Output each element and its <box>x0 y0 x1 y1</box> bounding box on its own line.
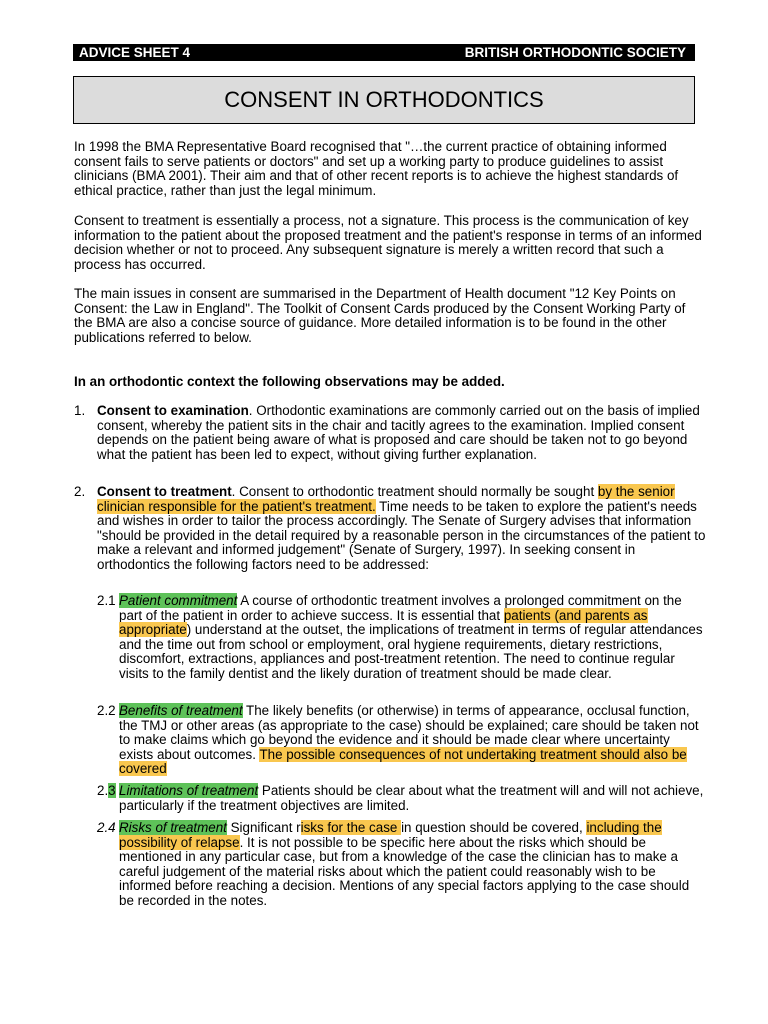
subitem-2-4-body-a: Significant r <box>226 820 301 835</box>
subitem-2-2-text <box>119 704 704 777</box>
item-1-number: 1. <box>74 403 86 418</box>
subitem-2-1-label: Patient commitment <box>119 593 238 608</box>
subitem-2-1-body-b: ) understand at the outset, the implications of treatment in terms of regular attendances and the time out from school or employment, oral hygiene requirements, dietary restrictions, discomfort, extractions, appliances and post-treatment retention. The need to continue regular visits to the family dentist and the likely duration of treatment should be made clear. <box>119 622 703 681</box>
item-2-body-b: Time needs to be taken to explore the patient's needs and wishes in order to tailor the process accordingly. The Senate of Surgery advises that information "should be provided in the detail required by a reasonable person in the circumstances of the patient to make a relevant and informed judgement" (Senate of Surgery, 1997). In seeking consent in orthodontics the following factors need to be addressed: <box>97 498 706 572</box>
item-2-number: 2. <box>74 484 86 499</box>
item-1-text <box>97 404 707 462</box>
subitem-2-4-label: Risks of treatment <box>119 820 227 835</box>
context-heading: In an orthodontic context the following observations may be added. <box>74 374 505 389</box>
subitem-2-3-number <box>97 784 119 799</box>
subitem-2-1-number: 2.1 <box>97 593 116 608</box>
subitem-2-4-body-c: . It is not possible to be specific here about the risks which should be mentioned in any particular case, but from a knowledge of the case the clinician has to make a careful judgement of the material risks about which the patient could reasonably wish to be informed before reaching a decision. Mentions of any special factors applying to the case should be recorded in the notes. <box>119 834 690 908</box>
header-right: BRITISH ORTHODONTIC SOCIETY <box>464 45 686 60</box>
subitem-2-4-highlight-2: including the possibility of relapse <box>119 820 662 850</box>
subitem-2-3-body: Patients should be clear about what the treatment will and will not achieve, particularly if the treatment objectives are limited. <box>119 783 704 813</box>
document-title: CONSENT IN ORTHODONTICS <box>73 76 695 124</box>
subitem-2-1-body-a: A course of orthodontic treatment involves a prolonged commitment on the part of the patient in order to achieve success. It is essential that <box>119 593 682 623</box>
item-1-lead: Consent to examination <box>97 403 249 418</box>
header-left: ADVICE SHEET 4 <box>79 45 191 60</box>
subitem-2-4-body-b: in question should be covered, <box>401 820 587 835</box>
item-1-body: . Orthodontic examinations are commonly carried out on the basis of implied consent, whereby the patient sits in the chair and tacitly agrees to the examination. Implied consent depends on the patient being aware of what is proposed and care should be taken not to go beyond what the patient has been led to expect, without giving further explanation. <box>97 403 700 462</box>
subitem-2-3-number-main: 2. <box>97 783 109 798</box>
subitem-2-4-text <box>119 821 704 909</box>
header-bar <box>73 44 695 61</box>
subitem-2-1-highlight: patients (and parents as appropriate <box>119 607 648 638</box>
item-2-lead: Consent to treatment <box>97 484 232 499</box>
subitem-2-2-number: 2.2 <box>97 703 116 718</box>
subitem-2-4-number: 2.4 <box>97 820 116 835</box>
item-2-highlight: by the senior clinician responsible for the patient's treatment. <box>97 484 675 514</box>
subitem-2-3-label: Limitations of treatment <box>119 783 259 798</box>
item-2-text <box>97 485 707 573</box>
subitem-2-2-highlight: The possible consequences of not undertaking treatment should also be covered <box>119 746 687 777</box>
subitem-2-2-body-a: The likely benefits (or otherwise) in terms of appearance, occlusal function, the TMJ or other areas (as appropriate to the case) should be explained; care should be taken not to make claims which go beyond the evidence and it should be made clear where uncertainty exists about outcomes. <box>119 703 699 762</box>
intro-paragraph-2: Consent to treatment is essentially a process, not a signature. This process is the communication of key information to the patient about the proposed treatment and the patient's response in terms of an informed decision whether or not to proceed. Any subsequent signature is merely a written record that such a process has occurred. <box>74 213 702 272</box>
intro-paragraph-1: In 1998 the BMA Representative Board recognised that "…the current practice of obtaining informed consent fails to serve patients or doctors" and set up a working party to produce guidelines to assist clinicians (BMA 2001). Their aim and that of other recent reports is to achieve the highest standards of ethical practice, rather than just the legal minimum. <box>74 139 679 198</box>
subitem-2-4-highlight-1: isks for the case <box>300 820 402 835</box>
subitem-2-2-label: Benefits of treatment <box>119 703 243 718</box>
subitem-2-3-text <box>119 784 704 813</box>
item-2-body-a: . Consent to orthodontic treatment should normally be sought <box>231 484 598 499</box>
subitem-2-3-number-highlight: 3 <box>108 783 116 798</box>
intro-paragraph-3: The main issues in consent are summarised in the Department of Health document "12 Key Points on Consent: the Law in England". The Toolkit of Consent Cards produced by the Consent Working Party of the BMA are also a concise source of guidance. More detailed information is to be found in the other publications referred to below. <box>74 286 686 345</box>
subitem-2-1-text <box>119 594 704 682</box>
